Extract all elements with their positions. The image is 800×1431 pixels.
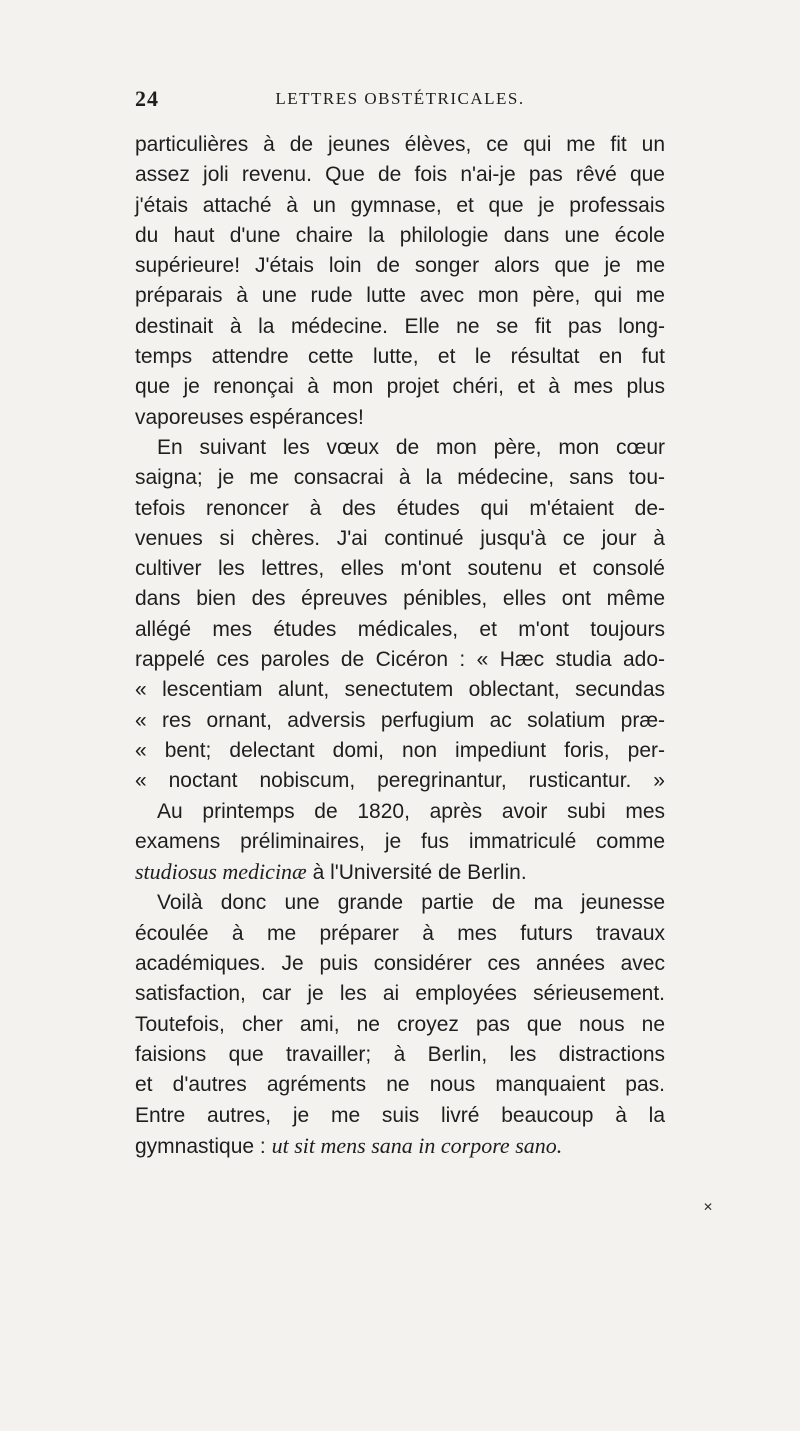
page-header bbox=[135, 86, 665, 116]
text-line: « noctant nobiscum, peregrinantur, rusticantur. » bbox=[135, 769, 665, 793]
text-line bbox=[135, 1131, 665, 1162]
text-line: satisfaction, car je les ai employées sérieusement. bbox=[135, 982, 665, 1006]
text-line: vaporeuses espérances! bbox=[135, 405, 364, 429]
text-line: allégé mes études médicales, et m'ont toujours bbox=[135, 617, 665, 641]
text-line: rappelé ces paroles de Cicéron : « Hæc studia ado- bbox=[135, 648, 665, 672]
text-line: temps attendre cette lutte, et le résultat en fut bbox=[135, 345, 665, 369]
text-line: et d'autres agréments ne nous manquaient pas. bbox=[135, 1073, 665, 1097]
italic-phrase: studiosus medicinæ bbox=[135, 859, 307, 885]
body-text bbox=[135, 130, 665, 1162]
text-line: destinait à la médecine. Elle ne se fit pas long- bbox=[135, 314, 665, 338]
text-line: En suivant les vœux de mon père, mon cœur bbox=[157, 435, 665, 459]
page-number: 24 bbox=[135, 86, 159, 111]
text-line: particulières à de jeunes élèves, ce qui me fit un bbox=[135, 133, 665, 156]
text-line: dans bien des épreuves pénibles, elles ont même bbox=[135, 587, 665, 611]
text-line: supérieure! J'étais loin de songer alors que je me bbox=[135, 254, 665, 278]
text-line: du haut d'une chaire la philologie dans une école bbox=[135, 223, 665, 247]
text-line: Au printemps de 1820, après avoir subi mes bbox=[157, 799, 665, 823]
text-line: j'étais attaché à un gymnase, et que je professais bbox=[135, 193, 665, 217]
text-line: que je renonçai à mon projet chéri, et à mes plus bbox=[135, 375, 665, 399]
text-line: venues si chères. J'ai continué jusqu'à ce jour à bbox=[135, 526, 665, 550]
text-line: saigna; je me consacrai à la médecine, sans tou- bbox=[135, 466, 665, 490]
stray-mark: ✕ bbox=[703, 1200, 714, 1214]
italic-phrase: ut sit mens sana in corpore sano. bbox=[271, 1132, 563, 1158]
text-line: examens préliminaires, je fus immatriculé comme bbox=[135, 829, 665, 853]
text-line: académiques. Je puis considérer ces années avec bbox=[135, 952, 665, 976]
text-line: Toutefois, cher ami, ne croyez pas que nous ne bbox=[135, 1012, 665, 1036]
text-line: Voilà donc une grande partie de ma jeunesse bbox=[157, 891, 665, 915]
text-line: assez joli revenu. Que de fois n'ai-je pas rêvé que bbox=[135, 163, 665, 187]
text-line: faisions que travailler; à Berlin, les distractions bbox=[135, 1042, 665, 1066]
text-line: « lescentiam alunt, senectutem oblectant, secundas bbox=[135, 678, 665, 702]
text-line: écoulée à me préparer à mes futurs travaux bbox=[135, 921, 665, 945]
text-line: « res ornant, adversis perfugium ac solatium præ- bbox=[135, 708, 665, 732]
text-line: tefois renoncer à des études qui m'étaient de- bbox=[135, 496, 665, 520]
running-title: LETTRES OBSTÉTRICALES. bbox=[275, 89, 525, 108]
text-line: préparais à une rude lutte avec mon père, qui me bbox=[135, 284, 665, 308]
text-line bbox=[135, 857, 665, 888]
text-line: « bent; delectant domi, non impediunt foris, per- bbox=[135, 738, 665, 762]
text-segment: à l'Université de Berlin. bbox=[306, 861, 527, 885]
text-line: cultiver les lettres, elles m'ont soutenu et consolé bbox=[135, 557, 665, 581]
text-segment: gymnastique : bbox=[135, 1134, 272, 1158]
text-line: Entre autres, je me suis livré beaucoup à la bbox=[135, 1103, 665, 1127]
